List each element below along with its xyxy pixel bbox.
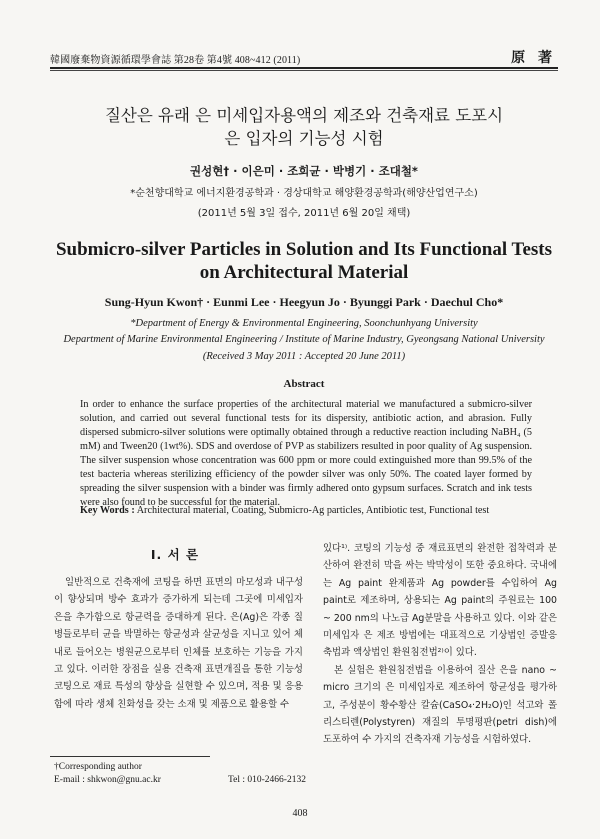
journal-header: 韓國廢棄物資源循環學會誌 第28卷 第4號 408~412 (2011) (50, 55, 301, 66)
keywords-list: Architectural material, Coating, Submicro-Ag particles, Antibiotic test, Functional test (136, 505, 490, 516)
intro-paragraph-1: 일반적으로 건축재에 코팅을 하면 표면의 마모성과 내구성이 향상되며 방수 효과가 증가하게 되는데 그곳에 미세입자 은을 추가함으로 항균력을 증대하게 된다. 은(Ag)은 각종 질병들로부터 균을 박멸하는 항균성과 살균성을 지니고 있어 체내로 들어오는 병원균으로부터 인체를 보호하는 기능을 가지고 있다. 이러한 장점을 실용 건축재 표면개질을 통한 기능성 코팅으로 재료 특성의 향상을 실현할 수 있으며, 적용 및 응용함에 따라 생체 친화성을 갖는 소재 및 제품으로 활용할 수 (54, 577, 303, 710)
keywords-label: Key Words : (80, 505, 135, 516)
article-type-badge: 原 著 (511, 50, 556, 66)
korean-title-line2: 은 입자의 기능성 시험 (224, 129, 384, 148)
english-title-line1: Submicro-silver Particles in Solution and Its Functional Tests (55, 239, 552, 260)
english-title-line2: on Architectural Material (199, 262, 409, 283)
korean-authors: 권성현† · 이은미 · 조희균 · 박병기 · 조대철* (190, 164, 418, 178)
english-authors: Sung-Hyun Kwon† · Eunmi Lee · Heegyun Jo · Byunggi Park · Daechul Cho* (104, 295, 504, 309)
intro-paragraph-2: 있다¹⁾. 코팅의 기능성 중 재료표면의 완전한 접착력과 분산하여 완전히 막을 싸는 박막성이 또한 중요하다. 국내에는 Ag paint 완제품과 Ag powder를 수입하여 Ag paint로 제조하며, 상용되는 Ag paint의 주원료는 100 ~ 200 nm의 나노급 Ag분말을 사용하고 있다. 이와 같은 미세입자 은 제조 방법에는 대표적으로 기상법인 증발응축법과 액상법인 환원침전법²⁾이 있다. (323, 543, 557, 659)
page-number: 408 (292, 808, 308, 819)
korean-title-line1: 질산은 유래 은 미세입자용액의 제조와 건축재료 도포시 (104, 106, 504, 125)
keywords (80, 505, 540, 516)
footnote-rule (50, 756, 210, 757)
footnote-author: †Corresponding author (54, 762, 142, 772)
footnote-email: E-mail : shkwon@gnu.ac.kr (54, 775, 161, 785)
intro-right-column (323, 540, 557, 749)
abstract-heading: Abstract (283, 378, 325, 390)
korean-affiliation: *순천향대학교 에너지환경공학과 · 경상대학교 해양환경공학과(해양산업연구소) (130, 188, 478, 199)
header-rule-thin (50, 70, 558, 71)
english-dates: (Received 3 May 2011 : Accepted 20 June 2011) (202, 351, 406, 362)
header-rule (50, 67, 558, 69)
english-affiliation-line1: *Department of Energy & Environmental Engineering, Soonchunhyang University (130, 318, 478, 329)
korean-dates: (2011년 5월 3일 접수, 2011년 6월 20일 채택) (197, 208, 411, 219)
intro-paragraph-3: 본 실험은 환원침전법을 이용하여 질산 은을 nano ~ micro 크기의 은 미세입자로 제조하여 항균성을 평가하고, 주성분이 황수황산 칼슘(CaSO₄·2H₂O)인 석고와 폴리스티렌(Polystyren) 재질의 투명평판(petri dish)에 도포하여 수 가지의 건축자재 기능성을 시험하였다. (323, 664, 557, 746)
footnote-tel: Tel : 010-2466-2132 (228, 775, 306, 785)
abstract-text: In order to enhance the surface properties of the architectural material we manufactured a submicro-silver solution, and carried out several functional tests for its dispersity, antibiotic action, and abrasion. Fully dispersed submicro-silver solutions were optimally obtained through a reductive reaction including NaBH₄ (5 mM) and Tween20 (1wt%). SDS and overdose of PVP as stabilizers resulted in poor quality of Ag suspension. The silver suspension whose concentration was 600 ppm or more could extinguished more than 99.5% of the test bacteria whereas sterilizing efficiency of the powder silver was only 50%. The coated layer formed by spreading the silver suspension with a binder was firmly adhered onto gypsum surfaces. Scratch and ink tests were also found to be successful for the material. (80, 399, 532, 508)
english-affiliation-line2: Department of Marine Environmental Engineering / Institute of Marine Industry, Gyeongsang National University (63, 334, 545, 345)
section-title: I. 서 론 (150, 547, 200, 562)
intro-left-column (54, 574, 303, 713)
